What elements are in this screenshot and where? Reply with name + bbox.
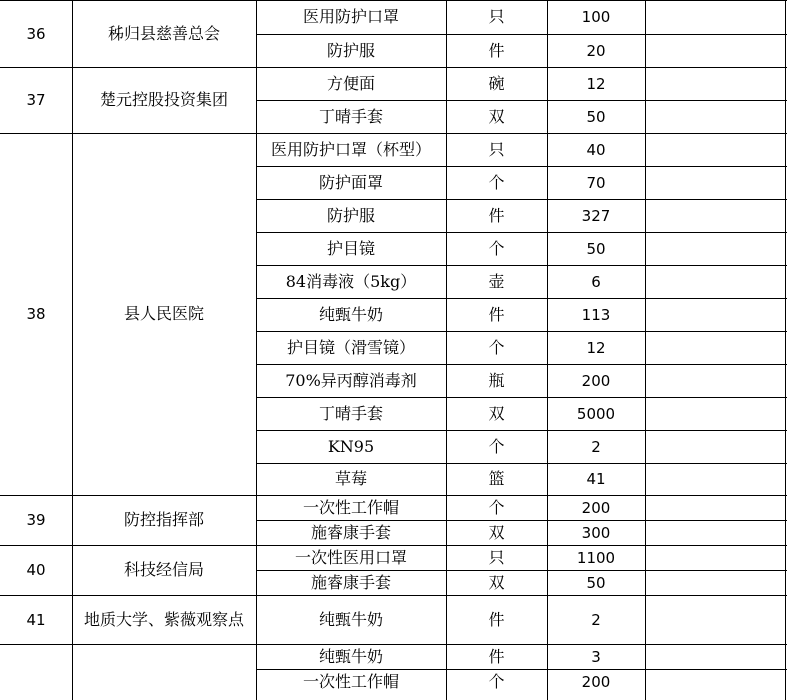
grid-line-h xyxy=(0,67,787,68)
grid-line-h xyxy=(0,495,787,496)
grid-line-h xyxy=(256,199,787,200)
item-qty: 50 xyxy=(586,573,606,592)
grid-line-h xyxy=(0,595,787,596)
grid-line-h xyxy=(256,166,787,167)
item-name: 一次性医用口罩 xyxy=(294,547,407,567)
item-note xyxy=(645,463,787,495)
item-qty: 6 xyxy=(591,272,601,291)
grid-line-v xyxy=(645,0,646,700)
item-note xyxy=(645,570,787,595)
item-note xyxy=(645,430,787,463)
item-note xyxy=(645,0,787,34)
item-note xyxy=(645,644,787,669)
grid-line-h xyxy=(256,331,787,332)
item-qty: 300 xyxy=(581,523,611,542)
item-unit: 件 xyxy=(488,646,505,666)
item-qty: 5000 xyxy=(576,404,616,423)
grid-line-h xyxy=(256,34,787,35)
item-unit: 个 xyxy=(488,436,505,456)
item-note xyxy=(645,520,787,545)
item-qty: 3 xyxy=(591,647,601,666)
item-unit: 个 xyxy=(488,172,505,192)
grid-line-h xyxy=(0,0,787,1)
item-name: 防护服 xyxy=(326,40,375,60)
item-qty: 113 xyxy=(581,305,611,324)
row-number: 41 xyxy=(26,610,46,629)
grid-line-h xyxy=(256,397,787,398)
item-note xyxy=(645,397,787,430)
item-name: 70%异丙醇消毒剂 xyxy=(285,370,417,390)
grid-line-v xyxy=(547,0,548,700)
item-name: 施睿康手套 xyxy=(310,522,391,542)
donor-name: 科技经信局 xyxy=(123,560,204,579)
item-unit: 个 xyxy=(488,238,505,258)
grid-line-h xyxy=(256,520,787,521)
item-unit: 件 xyxy=(488,205,505,225)
item-note xyxy=(645,545,787,570)
item-note xyxy=(645,331,787,364)
item-qty: 200 xyxy=(581,672,611,691)
item-name: 草莓 xyxy=(334,469,367,488)
item-note xyxy=(645,595,787,644)
item-qty: 1100 xyxy=(576,548,616,567)
item-name: 纯甄牛奶 xyxy=(318,304,383,324)
item-unit: 只 xyxy=(488,547,505,567)
item-note xyxy=(645,298,787,331)
item-note xyxy=(645,133,787,166)
item-unit: 个 xyxy=(488,671,505,691)
item-note xyxy=(645,166,787,199)
item-qty: 2 xyxy=(591,437,601,456)
item-note xyxy=(645,67,787,100)
grid-line-h xyxy=(0,133,787,134)
item-qty: 40 xyxy=(586,140,606,159)
item-name: KN95 xyxy=(327,436,375,456)
item-qty: 2 xyxy=(591,610,601,629)
item-qty: 12 xyxy=(586,338,606,357)
grid-line-h xyxy=(256,463,787,464)
donor-name: 防控指挥部 xyxy=(123,510,204,529)
item-unit: 双 xyxy=(488,106,505,126)
grid-line-h xyxy=(0,545,787,546)
grid-line-h xyxy=(256,265,787,266)
item-unit: 件 xyxy=(488,304,505,324)
row-number: 40 xyxy=(26,561,46,579)
item-note xyxy=(645,669,787,694)
grid-line-v xyxy=(785,0,786,700)
item-note xyxy=(645,100,787,133)
item-name: 一次性工作帽 xyxy=(302,671,399,691)
item-name: 医用防护口罩（杯型） xyxy=(270,139,431,159)
item-unit: 壶 xyxy=(488,271,505,291)
item-qty: 12 xyxy=(586,74,606,93)
item-note xyxy=(645,199,787,232)
donor-name: 地质大学、紫薇观察点 xyxy=(83,609,244,629)
item-name: 84消毒液（5kg） xyxy=(285,271,417,291)
item-qty: 200 xyxy=(581,371,611,390)
grid-line-v xyxy=(446,0,447,700)
item-name: 纯甄牛奶 xyxy=(318,609,383,629)
row-number: 38 xyxy=(26,305,46,323)
row-number: 39 xyxy=(26,511,46,529)
row-number xyxy=(0,644,72,694)
row-number: 36 xyxy=(26,24,46,43)
item-unit: 篮 xyxy=(488,469,505,488)
item-note xyxy=(645,364,787,397)
item-note xyxy=(645,265,787,298)
item-unit: 个 xyxy=(488,497,505,517)
grid-line-h xyxy=(256,298,787,299)
item-name: 医用防护口罩 xyxy=(302,7,399,26)
grid-line-h xyxy=(256,430,787,431)
item-unit: 个 xyxy=(488,337,505,357)
item-qty: 200 xyxy=(581,498,611,517)
item-unit: 双 xyxy=(488,403,505,423)
item-qty: 70 xyxy=(586,173,606,192)
item-note xyxy=(645,34,787,67)
grid-line-h xyxy=(256,669,787,670)
grid-line-v xyxy=(256,0,257,700)
item-qty: 20 xyxy=(586,41,606,60)
item-qty: 327 xyxy=(581,206,611,225)
grid-line-h xyxy=(256,570,787,571)
item-name: 防护服 xyxy=(326,205,375,225)
item-unit: 双 xyxy=(488,572,505,592)
item-unit: 件 xyxy=(488,40,505,60)
item-qty: 50 xyxy=(586,239,606,258)
donor-name: 县人民医院 xyxy=(123,304,204,323)
grid-line-h xyxy=(256,364,787,365)
grid-line-h xyxy=(256,100,787,101)
grid-line-v xyxy=(72,0,73,700)
item-note xyxy=(645,495,787,520)
item-qty: 100 xyxy=(581,8,611,26)
item-unit: 瓶 xyxy=(488,370,505,390)
item-unit: 件 xyxy=(488,609,505,629)
item-name: 施睿康手套 xyxy=(310,572,391,592)
donor-name: 楚元控股投资集团 xyxy=(99,90,228,109)
item-name: 一次性工作帽 xyxy=(302,497,399,517)
grid-line-h xyxy=(0,644,787,645)
item-unit: 碗 xyxy=(488,73,505,93)
item-name: 护目镜 xyxy=(326,238,375,258)
item-note xyxy=(645,232,787,265)
item-unit: 只 xyxy=(488,139,505,159)
item-name: 纯甄牛奶 xyxy=(318,646,383,666)
item-qty: 41 xyxy=(586,470,606,488)
item-unit: 只 xyxy=(488,7,505,26)
item-name: 丁晴手套 xyxy=(318,403,383,423)
item-qty: 50 xyxy=(586,107,606,126)
item-unit: 双 xyxy=(488,522,505,542)
item-name: 方便面 xyxy=(326,73,375,93)
item-name: 护目镜（滑雪镜） xyxy=(286,337,415,357)
grid-line-h xyxy=(256,232,787,233)
donor-name xyxy=(72,644,256,694)
donor-name: 秭归县慈善总会 xyxy=(107,23,220,43)
item-name: 防护面罩 xyxy=(318,172,383,192)
row-number: 37 xyxy=(26,91,46,109)
item-name: 丁晴手套 xyxy=(318,106,383,126)
